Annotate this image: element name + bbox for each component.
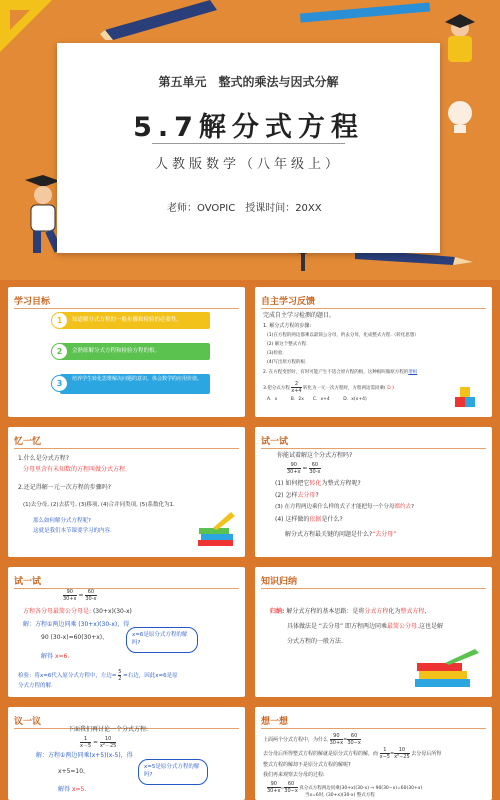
lcd-text: 方程各分母最简公分母是: (30+x)(30-x) [23, 608, 132, 615]
solution-step: 解：方程①两边同乘 (30+x)(30-x)，得 [23, 621, 130, 628]
question-3: 3.把分式方程 $\frac{2}{x+4}$ 转化为一元一次方程时，方程两边需同乘( D ) [263, 381, 394, 394]
lead-question: 那么如何解分式方程呢? [33, 518, 91, 524]
question-1: 1.什么是分式方程? [18, 455, 69, 462]
cover-card [57, 43, 440, 253]
answer-1: 分母里含有未知数的方程叫做分式方程. [23, 466, 127, 473]
question-2: (2) 怎样去分母? [275, 492, 319, 499]
subtitle: 人教版数学（八年级上） [154, 157, 342, 172]
slide-title: 知识归纳 [261, 577, 298, 587]
goal-item-2: 会熟练解分式方程和检验方程的根。 [60, 343, 210, 360]
abc-blocks-icon [455, 387, 485, 412]
step-3: (3)检验. [267, 351, 284, 356]
books-icon [405, 647, 485, 692]
process-step-2: 当x=6时, (30+x)(30-x) 整式方程 [305, 793, 375, 798]
think-line-4: 我们再来观察去分母的过程: [263, 772, 325, 778]
slide-self-study[interactable] [255, 287, 492, 417]
goal-item-3: 培养学生转化思维解决问题的意识，体会数学的应用价值。 [60, 374, 210, 394]
lead-text: 这就是我们本节课要学习的内容. [33, 528, 112, 534]
think-line-2: 去分母后所得整式方程的解就是原分式方程的解，而 $\frac{1}{x-5}$ = $\frac{10}{\text{x²−25}}$ 去分母后所得 [263, 747, 442, 760]
answer-options: A．x B．2x C．x+4 D．x(x+4) [267, 397, 367, 402]
think-line-1: 上面两个分式方程中，为什么 $\frac{90}{30+x}$ = $\frac{60}{30-x}$ [263, 733, 361, 746]
intro-text: 完成自主学习检测的题目。 [263, 312, 336, 319]
lightbulb-icon [440, 95, 480, 145]
slide-try-1[interactable] [255, 427, 492, 557]
summary-line-2: 具体做法是 “去分母” 即方程两边同乘最简公分母.这也是解 [287, 623, 443, 630]
equation: $\frac{90}{30+x}$ = $\frac{60}{30-x}$ [63, 589, 97, 602]
pencil-icon [95, 0, 225, 40]
solution-answer: 解得 x=5. [58, 786, 87, 793]
slide-title: 自主学习反馈 [261, 297, 316, 307]
slide-title: 试一试 [14, 577, 42, 587]
slide-divider [261, 308, 486, 309]
question-2: 2. 在方程变形时，有时可能产生不适合原方程的根，这种根叫做原方程的增根 [263, 370, 418, 375]
question-2: 2.还记得解一元一次方程的步骤吗? [18, 484, 111, 491]
think-line-3: 整式方程的解却不是原分式方程的解呢? [263, 762, 351, 768]
goal-number-1: 1 [51, 312, 68, 329]
slide-summary[interactable] [255, 567, 492, 697]
goal-number-2: 2 [51, 343, 68, 360]
equation: $\frac{90}{30+x}$ = $\frac{60}{30-x}$ [287, 462, 321, 475]
slide-learning-goals[interactable] [8, 287, 245, 417]
triangle-ruler-icon [0, 0, 60, 60]
slide-recall[interactable] [8, 427, 245, 557]
slide-title: 学习目标 [14, 297, 51, 307]
question-3: (3) 在方程两边乘什么样的式子才能把每一个分母都约去? [275, 504, 414, 510]
question-1: 1. 解分式方程的步骤: [263, 323, 312, 329]
goal-number-3: 3 [51, 375, 68, 392]
slide-divider [261, 728, 486, 729]
step-4: (4)写出原方程的根. [267, 360, 307, 365]
page-title: 5.7解分式方程 [133, 112, 364, 143]
solution-answer: 解得 x=6. [41, 653, 70, 660]
question-1: (1) 如何把它转化为整式方程呢? [275, 480, 361, 487]
intro-text: 下面我们再讨论一个分式方程: [68, 726, 149, 733]
slide-divider [14, 308, 239, 309]
process-step-1: $\frac{90}{30+x}$ = $\frac{60}{30-x}$ 真分式方程两边同乘(30+x)(30-x) → 90(30−x)=60(30+x) [267, 781, 423, 794]
equation-fraction: $\frac{2}{x+4}$ [291, 381, 302, 394]
slide-discuss[interactable] [8, 707, 245, 800]
title-divider [152, 143, 345, 144]
slide-divider [261, 448, 486, 449]
slide-title: 试一试 [261, 437, 289, 447]
slide-try-2[interactable] [8, 567, 245, 697]
pen-icon [300, 0, 440, 30]
slide-divider [14, 448, 239, 449]
slide-think[interactable] [255, 707, 492, 800]
teacher-info: 老师：OVOPIC 授课时间：20XX [167, 203, 322, 214]
summary-line-1: 归纳: 解分式方程的基本思路：是将分式方程化为整式方程, [270, 608, 427, 615]
solution-step: 解：方程①两边同乘(x+5)(x-5)，得 [36, 752, 133, 759]
goal-item-1: 知道解分式方程的一般步骤和检验的必要性。 [60, 312, 210, 329]
answer-2: (1)去分母, (2)去括号, (3)移项, (4)合并同类项, (5)系数化为1. [23, 502, 175, 508]
step-2: (2) 解这个整式方程. [267, 342, 308, 347]
books-pencil-icon [193, 512, 238, 552]
slide-title: 议一议 [14, 717, 42, 727]
question-bubble: x=6是原分式方程的解吗? [126, 627, 198, 653]
question-bubble: x=5是原分式方程的解吗? [138, 759, 208, 785]
step-1: (1)在方程的两边都乘以最简公分母，约去分母，化成整式方程.（转化思想） [267, 333, 419, 338]
check-text: 检验：将x=6代入原分式方程中，左边= $\frac{5}{2}$ =右边，因此x=6是原 [18, 669, 178, 682]
equation-step: 90 (30-x)=60(30+x)， [41, 634, 109, 641]
slide-title: 想一想 [261, 717, 289, 727]
unit-title: 第五单元 整式的乘法与因式分解 [158, 75, 339, 89]
cover-slide [0, 0, 500, 280]
key-question: 解分式方程最关键的问题是什么?“去分母” [285, 531, 397, 538]
slide-divider [261, 588, 486, 589]
question-4: (4) 这样做的依据是什么? [275, 516, 343, 523]
equation: $\frac{1}{x-5}$ = $\frac{10}{\text{x²－25}}$ [80, 736, 117, 749]
check-conclusion: 分式方程的解. [18, 683, 53, 689]
slide-title: 忆一忆 [14, 437, 42, 447]
slide-divider [14, 588, 239, 589]
equation-step: x+5=10， [58, 768, 90, 775]
summary-line-3: 分式方程的一般方法. [287, 638, 343, 645]
prompt-text: 你能试着解这个分式方程吗? [277, 452, 353, 459]
